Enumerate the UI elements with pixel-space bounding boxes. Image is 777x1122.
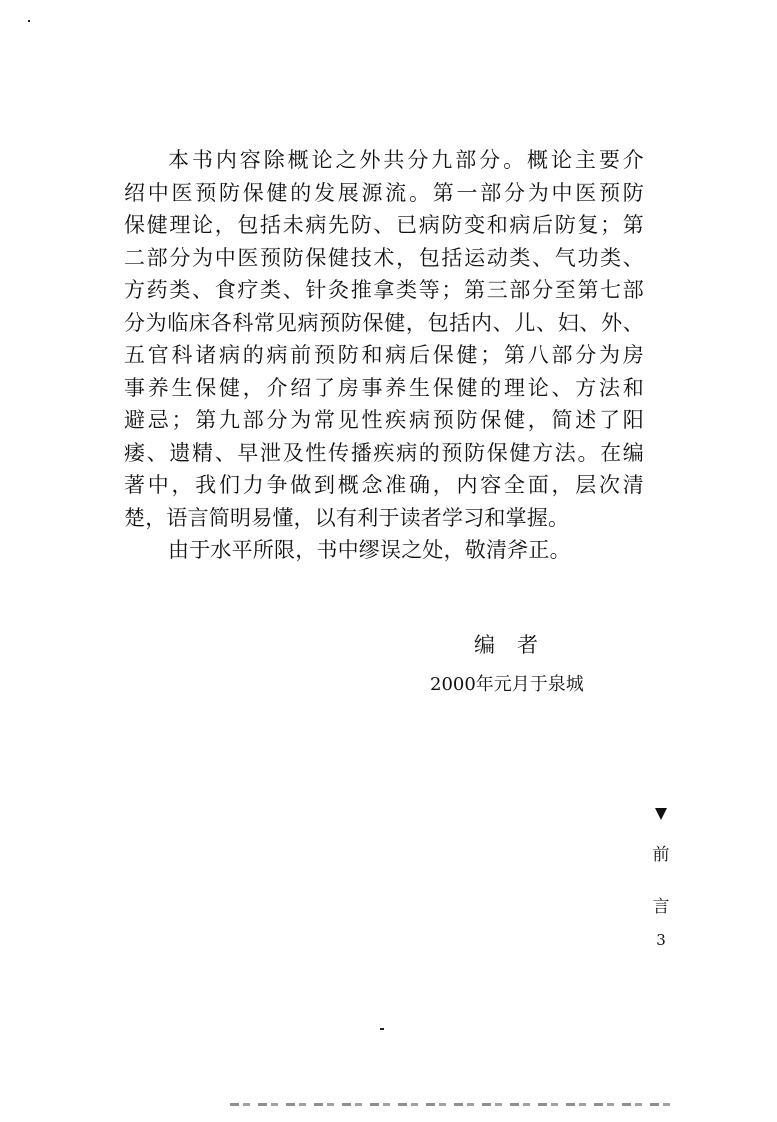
scan-speck	[380, 1028, 384, 1030]
paragraph-line: 痿、遗精、早泄及性传播疾病的预防保健方法。在编	[124, 440, 644, 465]
preface-body	[124, 144, 644, 567]
paragraph-line: 绍中医预防保健的发展源流。第一部分为中医预防	[124, 180, 644, 205]
paragraph-line: 本书内容除概论之外共分九部分。概论主要介	[168, 148, 644, 172]
section-char-words: 言	[652, 897, 670, 917]
paragraph-line: 保健理论，包括未病先防、已病防变和病后防复；第	[124, 213, 644, 237]
paragraph-line: 分为临床各科常见病预防保健，包括内、儿、妇、外、	[124, 310, 644, 335]
paragraph-line: 事养生保健，介绍了房事养生保健的理论、方法和	[124, 375, 644, 400]
section-marker	[646, 808, 676, 950]
triangle-down-icon	[655, 808, 667, 820]
page-number: 3	[656, 931, 666, 949]
paragraph-line: 五官科诸病的病前预防和病后保健；第八部分为房	[124, 343, 644, 367]
paragraph-line: 避忌；第九部分为常见性疾病预防保健，简述了阳	[124, 408, 644, 432]
paragraph-2: 由于水平所限，书中缪误之处，敬清斧正。	[168, 538, 571, 562]
scan-artifact-line	[230, 1103, 676, 1106]
date-place: 2000年元月于泉城	[430, 674, 584, 695]
paragraph-line: 著中，我们力争做到概念准确，内容全面，层次清	[124, 473, 644, 497]
signature-block	[430, 630, 630, 700]
paragraph-line: 方药类、食疗类、针灸推拿类等；第三部分至第七部	[124, 278, 644, 302]
author-label: 编者	[474, 633, 560, 657]
paragraph-line: 二部分为中医预防保健技术，包括运动类、气功类、	[124, 245, 644, 270]
paragraph-line: 楚，语言简明易懂，以有利于读者学习和掌握。	[124, 505, 570, 530]
scan-speck	[28, 20, 30, 22]
section-char-front: 前	[652, 845, 670, 865]
